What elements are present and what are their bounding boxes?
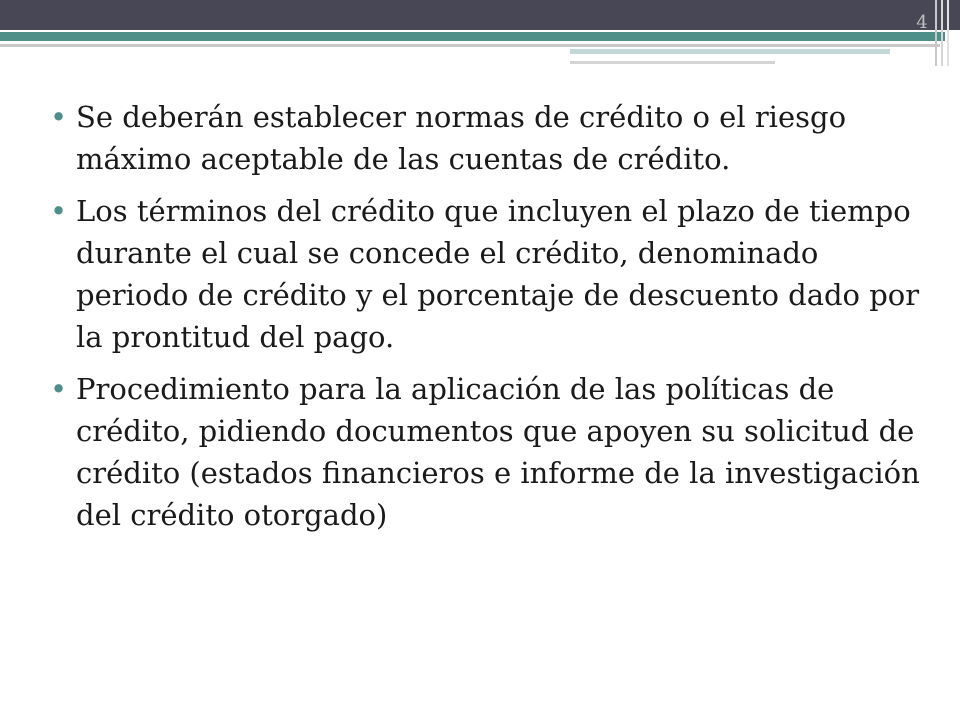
vertical-rule — [947, 0, 949, 66]
bullet-item — [50, 368, 930, 536]
divider-stripe-short — [570, 61, 775, 64]
accent-stripe-short — [570, 49, 890, 54]
bullet-item — [50, 96, 930, 180]
bullet-text: Los términos del crédito que incluyen el plazo de tiempo durante el cual se concede el crédito, denominado periodo de crédito y el porcentaje de descuento dado por la prontitud del pago. — [76, 194, 920, 354]
bullet-icon: • — [50, 194, 68, 228]
divider-stripe — [0, 44, 940, 47]
bullet-text: Procedimiento para la aplicación de las políticas de crédito, pidiendo documentos que apoyen su solicitud de crédito (estados financieros e informe de la investigación del crédito otorgado) — [76, 372, 920, 532]
bullet-icon: • — [50, 372, 68, 406]
vertical-rule — [935, 0, 937, 66]
accent-stripe — [0, 32, 945, 41]
bullet-list — [50, 96, 930, 546]
bullet-text: Se deberán establecer normas de crédito o el riesgo máximo aceptable de las cuentas de crédito. — [76, 100, 847, 176]
header-band — [0, 0, 960, 30]
bullet-item — [50, 190, 930, 358]
slide-number: 4 — [916, 12, 928, 33]
bullet-icon: • — [50, 100, 68, 134]
vertical-rule — [941, 0, 943, 66]
